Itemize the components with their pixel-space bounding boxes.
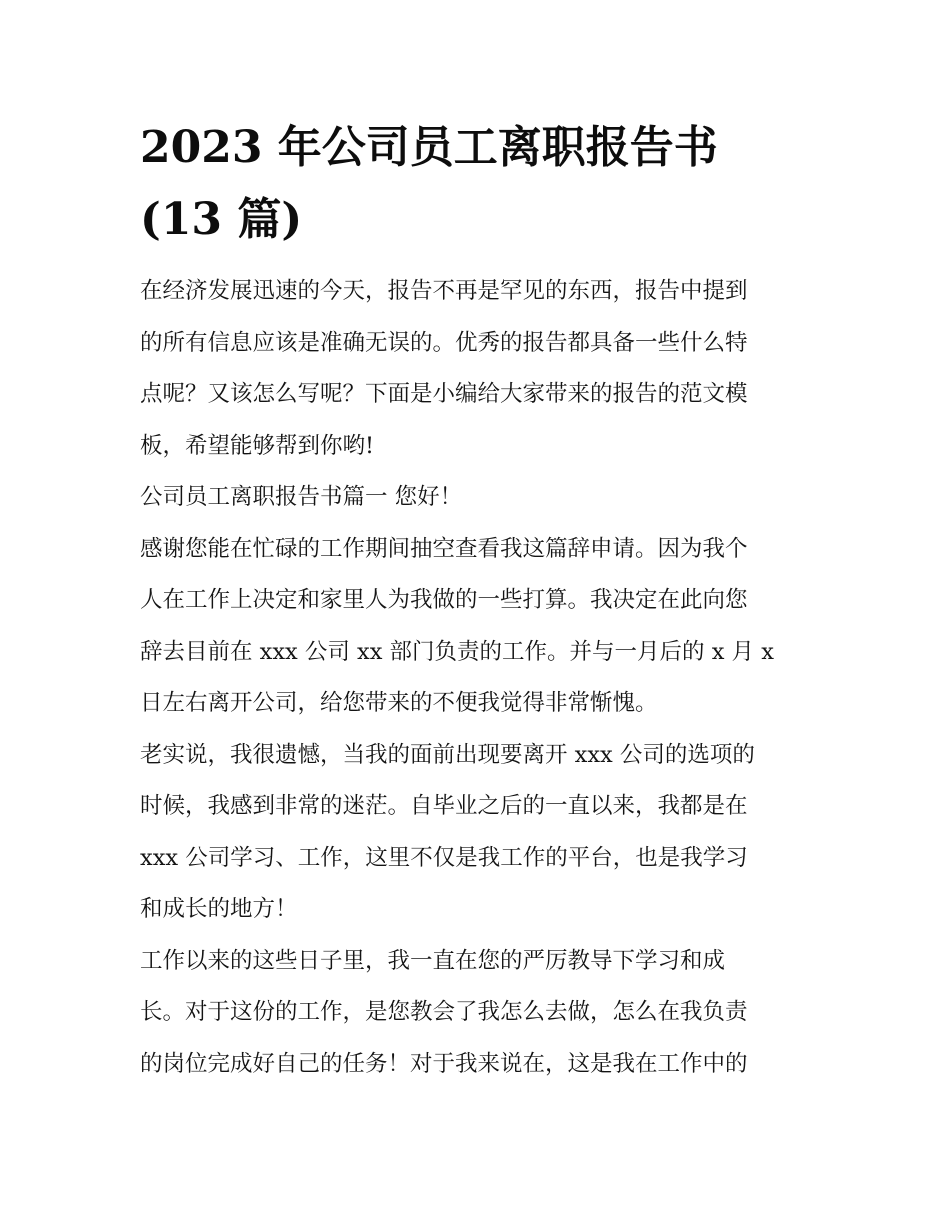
document-page <box>140 0 815 1090</box>
intro-paragraph <box>140 266 815 472</box>
text-line: 的所有信息应该是准确无误的。优秀的报告都具备一些什么特 <box>140 329 748 356</box>
text-line: 和成长的地方！ <box>140 896 298 922</box>
text-line: 感谢您能在忙碌的工作期间抽空查看我这篇辞申请。因为我个 <box>140 535 748 562</box>
text-line: xxx 公司学习、工作，这里不仅是我工作的平台，也是我学习 <box>140 844 748 871</box>
body-paragraph <box>140 524 815 730</box>
text-line: 点呢？又该怎么写呢？下面是小编给大家带来的报告的范文模 <box>140 381 748 407</box>
text-line: 辞去目前在 xxx 公司 xx 部门负责的工作。并与一月后的 x 月 x <box>140 638 774 665</box>
title-line: 2023 年公司员工离职报告书 <box>140 122 718 173</box>
section-heading-paragraph <box>140 472 815 524</box>
text-line: 时候，我感到非常的迷茫。自毕业之后的一直以来，我都是在 <box>140 793 748 819</box>
text-line: 日左右离开公司，给您带来的不便我觉得非常惭愧。 <box>140 690 658 716</box>
text-line: 长。对于这份的工作，是您教会了我怎么去做，怎么在我负责 <box>140 999 748 1025</box>
text-line: 板，希望能够帮到你哟! <box>140 432 375 459</box>
document-title <box>140 0 815 256</box>
body-paragraph <box>140 936 815 1091</box>
text-line: 的岗位完成好自己的任务！对于我来说在，这是我在工作中的 <box>140 1050 748 1077</box>
title-line: (13 篇) <box>140 194 303 245</box>
text-line: 老实说，我很遗憾，当我的面前出现要离开 xxx 公司的选项的 <box>140 741 755 768</box>
text-line: 在经济发展迅速的今天，报告不再是罕见的东西，报告中提到 <box>140 278 748 304</box>
document-body <box>140 266 815 1090</box>
text-line: 人在工作上决定和家里人为我做的一些打算。我决定在此向您 <box>140 587 748 613</box>
text-line: 公司员工离职报告书篇一 您好！ <box>140 484 463 510</box>
text-line: 工作以来的这些日子里，我一直在您的严厉教导下学习和成 <box>140 947 726 974</box>
body-paragraph <box>140 730 815 936</box>
